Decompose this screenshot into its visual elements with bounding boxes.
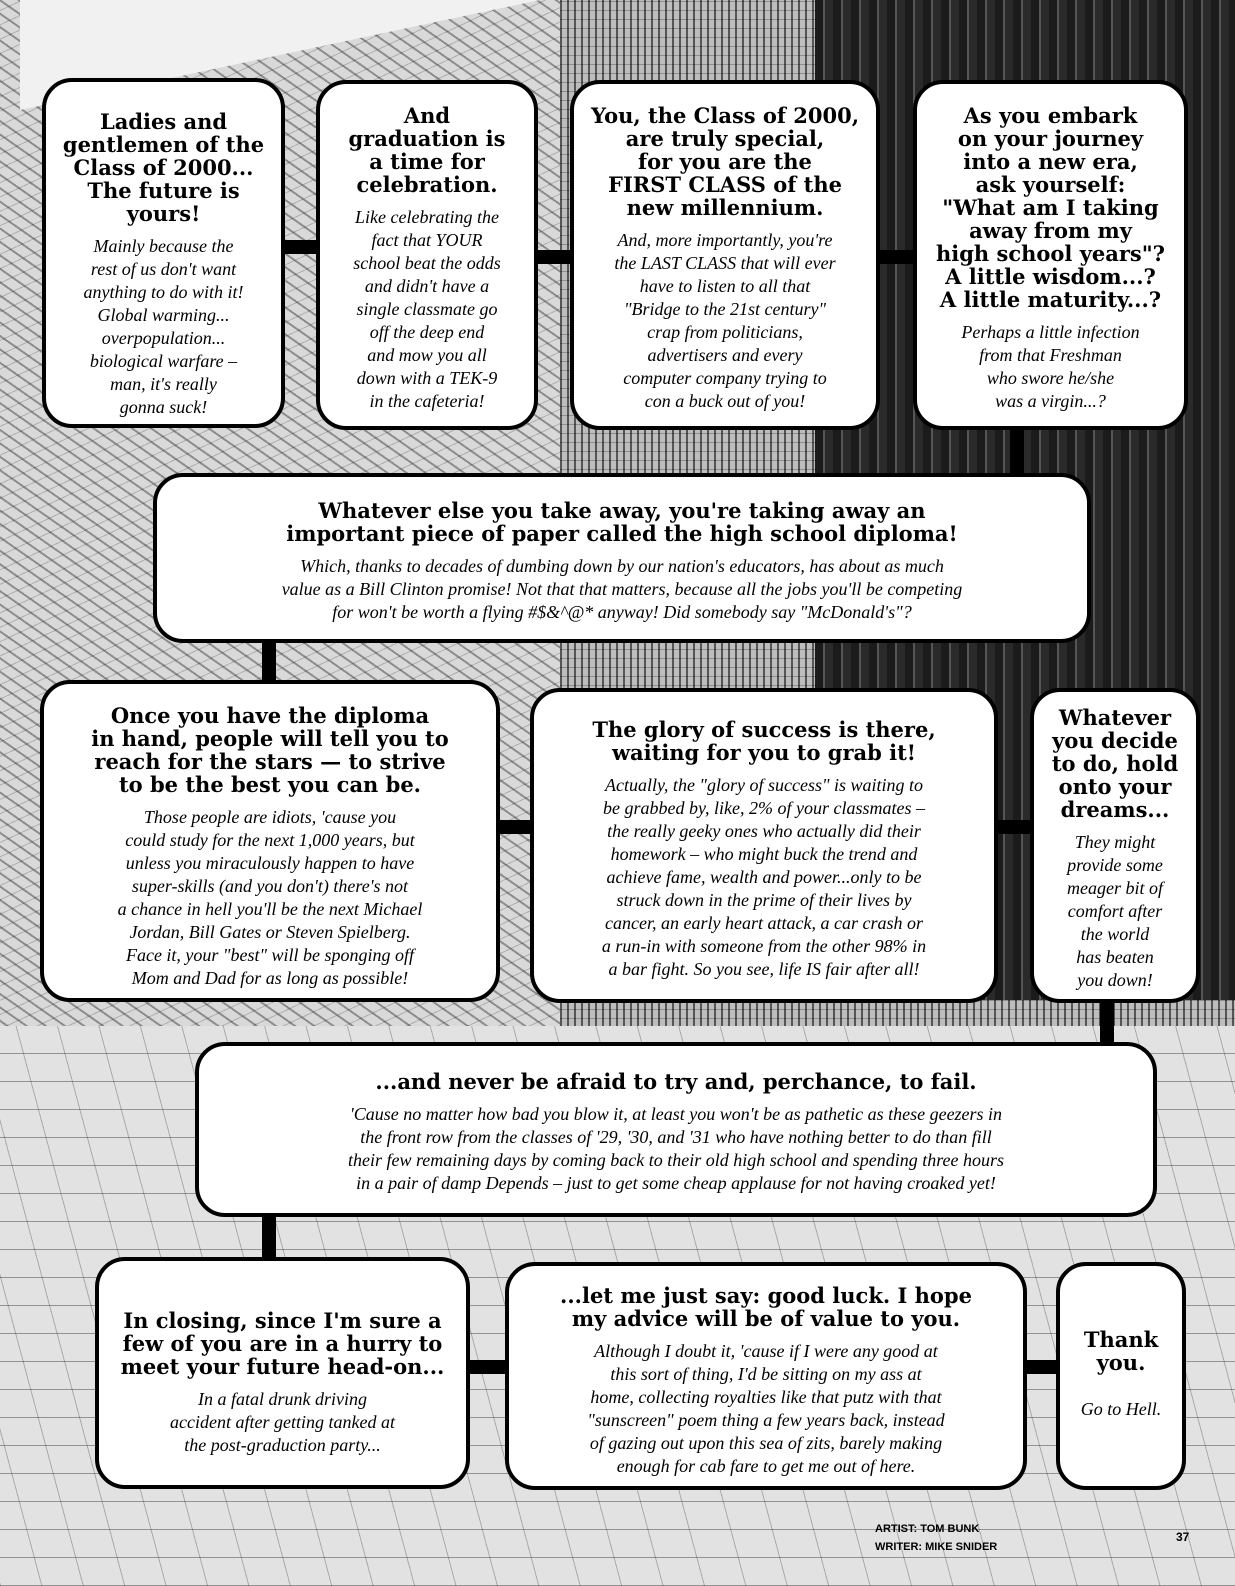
speech-bubble-7 [530,688,998,1003]
speech-bubble-10 [95,1257,470,1489]
bubble-body: They might provide some meager bit of comfort after the world has beaten you down! [1067,832,1163,990]
artist-credit: ARTIST: TOM BUNK [875,1523,980,1535]
bubble-title: You, the Class of 2000, are truly special, for you are the FIRST CLASS of the new millennium. [590,103,860,220]
speech-bubble-6 [40,680,500,1002]
bubble-body: In a fatal drunk driving accident after getting tanked at the post-graduction party... [170,1389,395,1455]
speech-bubble-11 [505,1262,1027,1490]
speech-bubble-4 [913,80,1188,430]
writer-credit: WRITER: MIKE SNIDER [875,1541,998,1553]
bubble-title: The glory of success is there, waiting for you to grab it! [592,717,936,765]
bubble-title: In closing, since I'm sure a few of you are in a hurry to meet your future head-on... [120,1308,445,1379]
connector [465,1360,510,1374]
bubble-title: Whatever you decide to do, hold onto your dreams... [1051,705,1179,822]
bubble-title: Whatever else you take away, you're taking away an important piece of paper called the high school diploma! [286,498,958,546]
bubble-title: As you embark on your journey into a new era, ask yourself: "What am I taking away from my high school years"? A little wisdom...? A little maturity...? [936,103,1165,312]
bubble-body: And, more importantly, you're the LAST CLASS that will ever have to listen to all that "Bridge to the 21st century" crap from politicians, advertisers and every computer company trying to con a buck out of you! [614,230,836,411]
bubble-body: Go to Hell. [1080,1399,1162,1419]
bubble-title: ...and never be afraid to try and, perchance, to fail. [375,1069,977,1094]
speech-bubble-3 [570,80,880,430]
bubble-title: ...let me just say: good luck. I hope my advice will be of value to you. [560,1283,972,1331]
bubble-body: Perhaps a little infection from that Freshman who swore he/she was a virgin...? [961,322,1140,411]
speech-bubble-2 [316,80,538,430]
connector [1010,425,1024,480]
credits [875,1520,1075,1556]
bubble-body: Although I doubt it, 'cause if I were any good at this sort of thing, I'd be sitting on my ass at home, collecting royalties like that putz with that "sunscreen" poem thing a few years back, instead of gazing out upon this sea of zits, barely making enough for cab fare to get me out of here. [587,1341,945,1476]
bubble-body: Those people are idiots, 'cause you could study for the next 1,000 years, but unless you miraculously happen to have super-skills (and you don't) there's not a chance in hell you'll be the next Michael Jordan, Bill Gates or Steven Spielberg. Face it, your "best" will be sponging off Mom and Dad for as long as possible! [117,807,423,988]
bubble-body: 'Cause no matter how bad you blow it, at least you won't be as pathetic as these geezers in the front row from the classes of '29, '30, and '31 who have nothing better to do than fill their few remaining days by coming back to their old high school and spending three hours in a pair of damp Depends – just to get some cheap applause for not having croaked yet! [347,1104,1005,1193]
speech-bubble-12 [1056,1262,1186,1490]
bubble-body: Which, thanks to decades of dumbing down by our nation's educators, has about as much value as a Bill Clinton promise! Not that that matters, because all the jobs you'll be competing for won't be worth a flying #$&^@* anyway! Did somebody say "McDonald's"? [281,556,963,622]
bubble-body: Like celebrating the fact that YOUR school beat the odds and didn't have a single classmate go off the deep end and mow you all down with a TEK-9 in the cafeteria! [353,207,501,411]
speech-bubble-1 [42,78,285,428]
speech-bubble-8 [1030,688,1200,1003]
bubble-body: Mainly because the rest of us don't want anything to do with it! Global warming... overpopulation... biological warfare – man, it's really gonna suck! [83,236,244,417]
bubble-title: Ladies and gentlemen of the Class of 2000... The future is yours! [62,109,265,226]
bubble-title: And graduation is a time for celebration. [348,103,506,197]
page-number: 37 [1176,1530,1190,1544]
speech-bubble-5 [153,473,1091,643]
bubble-title: Once you have the diploma in hand, people will tell you to reach for the stars — to strive to be the best you can be. [91,703,449,797]
bubble-body: Actually, the "glory of success" is waiting to be grabbed by, like, 2% of your classmates – the really geeky ones who actually did their homework – who might buck the trend and achieve fame, wealth and power...only to be struck down in the prime of their lives by cancer, an early heart attack, a car crash or a run-in with someone from the other 98% in a bar fight. So you see, life IS fair after all! [601,775,927,979]
bubble-title: Thank you. [1083,1327,1159,1375]
speech-bubble-9 [195,1042,1157,1217]
